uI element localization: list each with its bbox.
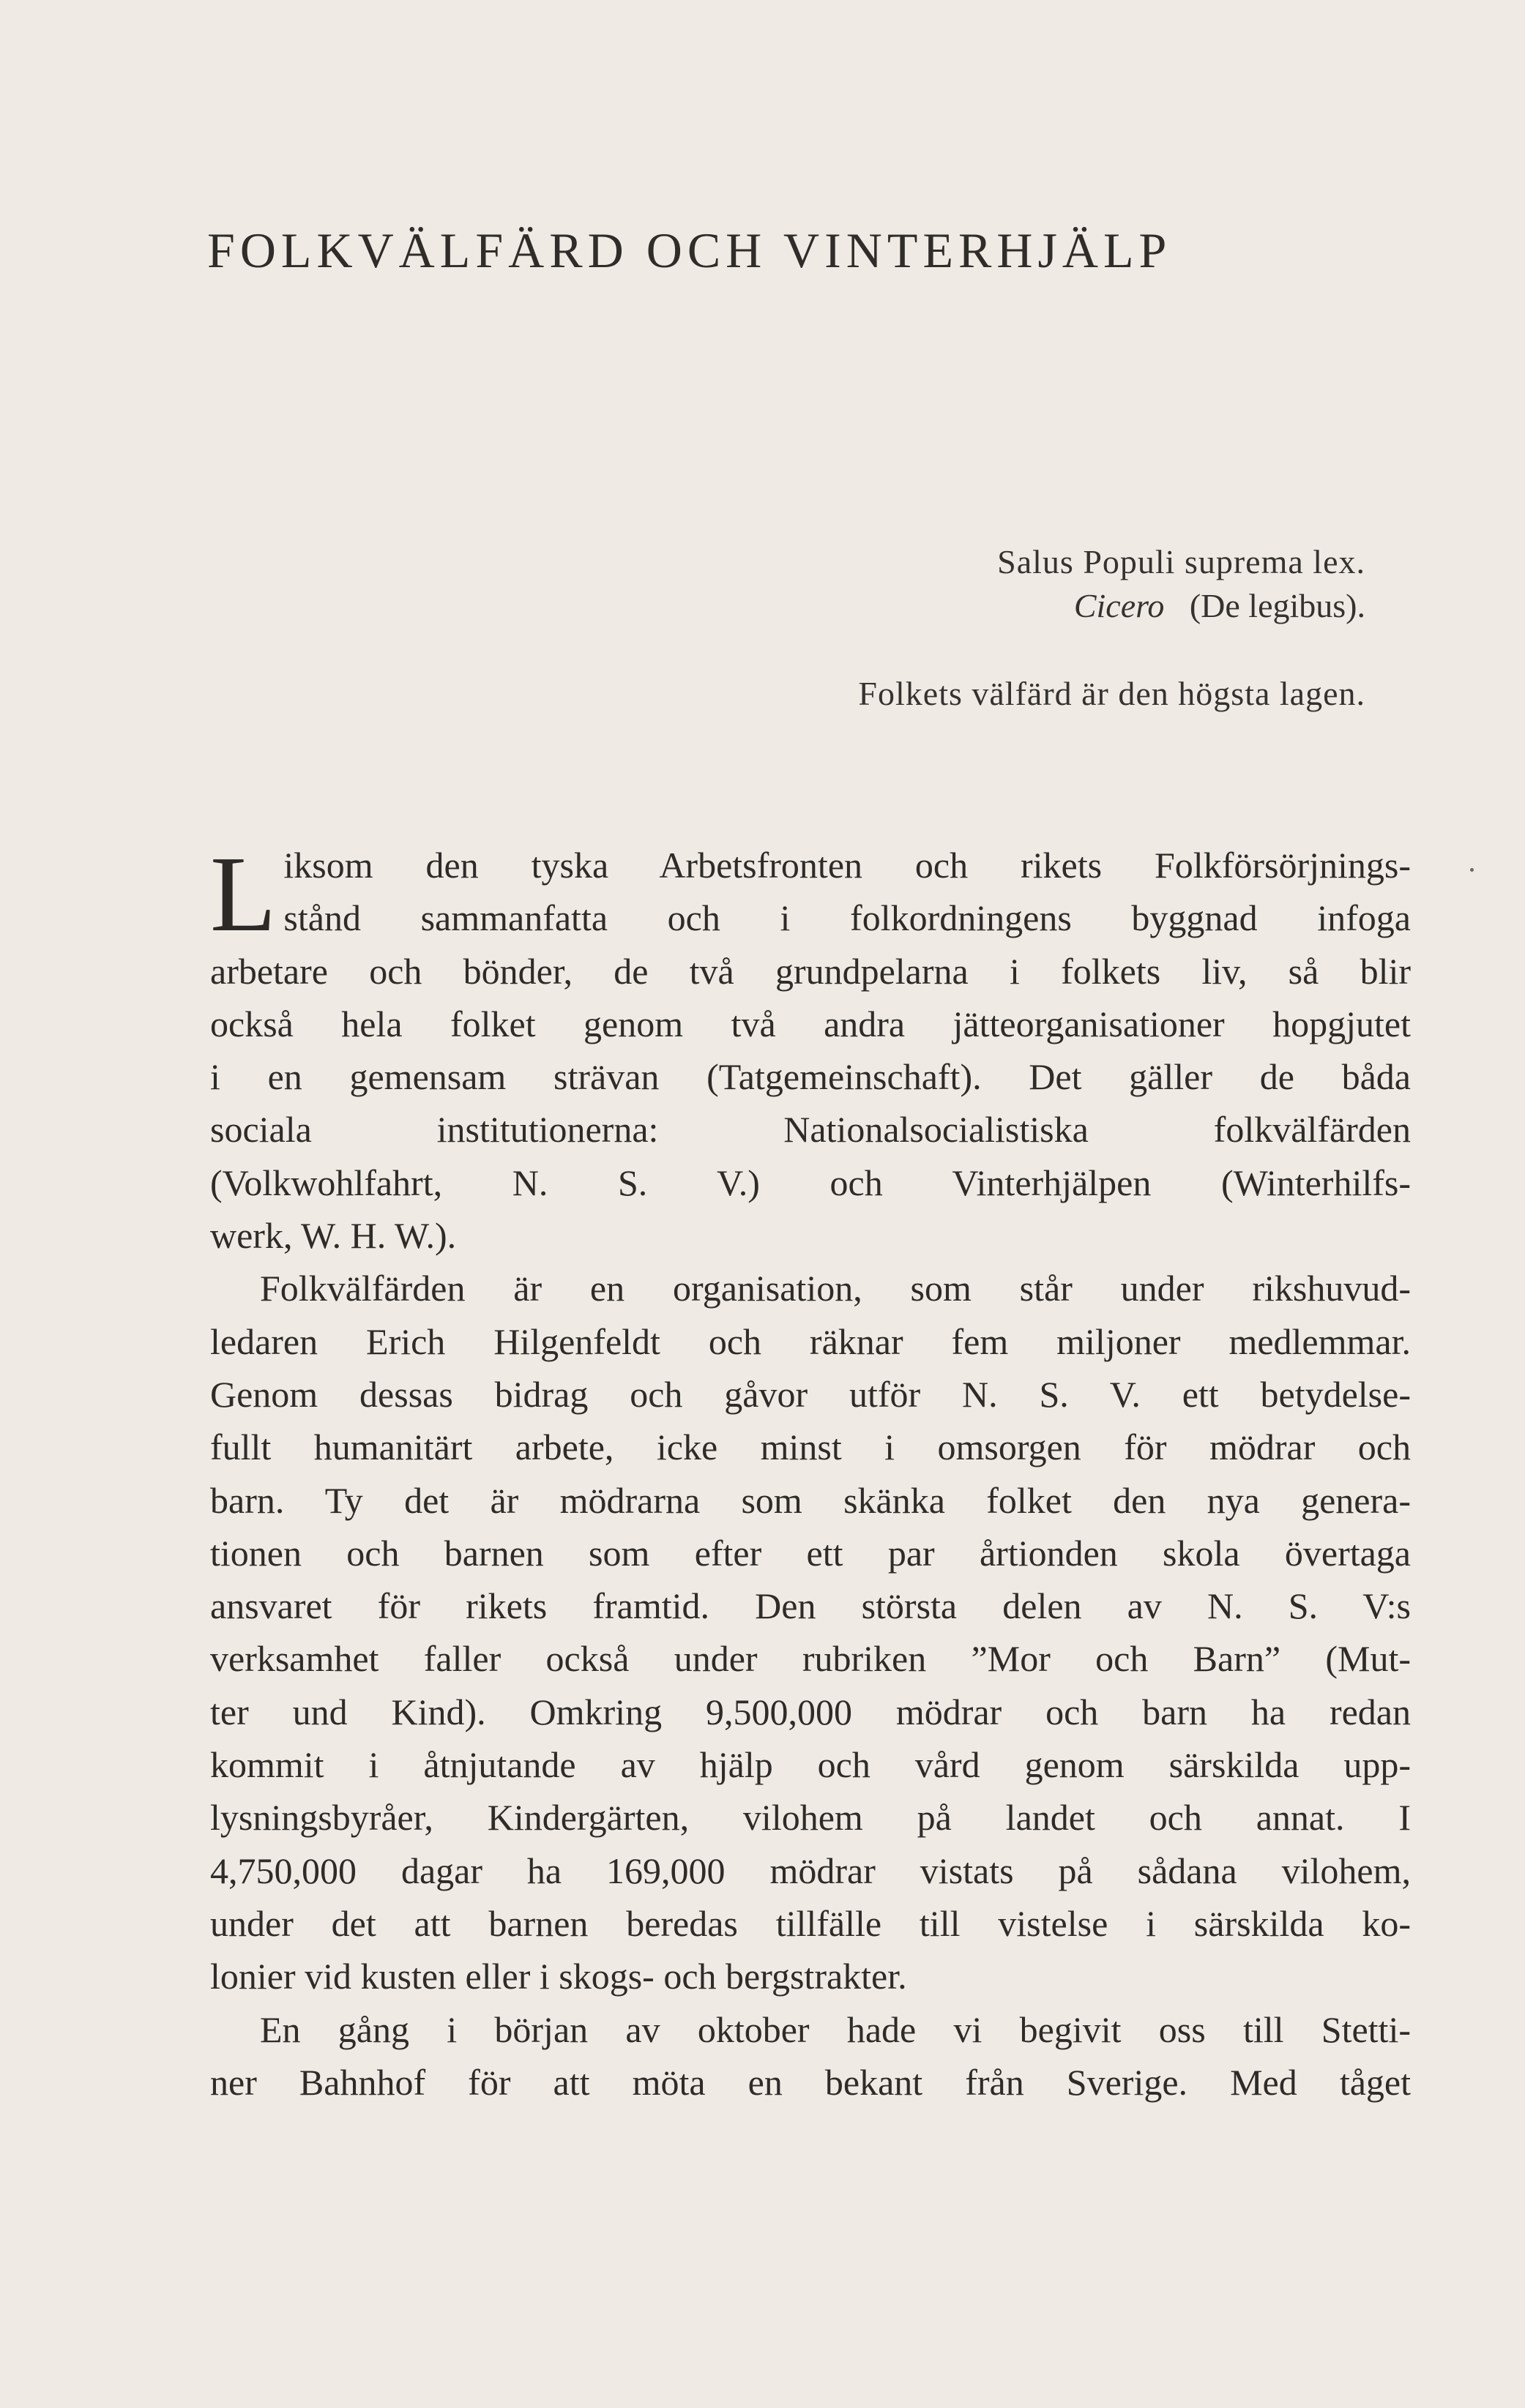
text-line: Genom dessas bidrag och gåvor utför N. S. V. ett betydelse- [210, 1373, 1411, 1415]
text-line: också hela folket genom två andra jätteorganisationer hopgjutet [210, 1003, 1411, 1044]
text-line: kommit i åtnjutande av hjälp och vård genom särskilda upp- [210, 1744, 1411, 1786]
epigraph-author: Cicero [1073, 587, 1165, 624]
text-line: lonier vid kusten eller i skogs- och bergstrakter. [210, 1956, 907, 1997]
text-line: ter und Kind). Omkring 9,500,000 mödrar och barn ha redan [210, 1691, 1411, 1732]
text-line: barn. Ty det är mödrarna som skänka folket den nya genera- [210, 1479, 1411, 1521]
epigraph-quote: Salus Populi suprema lex. [997, 543, 1365, 580]
text-line: stånd sammanfatta och i folkordningens byggnad infoga [283, 897, 1411, 939]
text-line: (Volkwohlfahrt, N. S. V.) och Vinterhjälpen (Winterhilfs- [210, 1162, 1411, 1203]
epigraph-source [858, 584, 1365, 628]
page-title: FOLKVÄLFÄRD OCH VINTERHJÄLP [207, 223, 1172, 278]
text-line: En gång i början av oktober hade vi begivit oss till Stetti- [260, 2008, 1411, 2050]
epigraph-translation: Folkets välfärd är den högsta lagen. [858, 675, 1365, 712]
text-line: verksamhet faller också under rubriken ”Mor och Barn” (Mut- [210, 1638, 1411, 1680]
text-line: Folkvälfärden är en organisation, som står under rikshuvud- [260, 1268, 1411, 1309]
paragraph-3 [210, 2003, 1411, 2109]
text-line: arbetare och bönder, de två grundpelarna i folkets liv, så blir [210, 950, 1411, 992]
text-line: 4,750,000 dagar ha 169,000 mödrar vistats på sådana vilohem, [210, 1850, 1411, 1891]
text-line: ner Bahnhof för att möta en bekant från Sverige. Med tåget [210, 2061, 1411, 2103]
text-line: i en gemensam strävan (Tatgemeinschaft). Det gäller de båda [210, 1056, 1411, 1098]
epigraph [858, 540, 1365, 716]
drop-cap: L [210, 834, 277, 954]
text-line: ansvaret för rikets framtid. Den största delen av N. S. V:s [210, 1585, 1411, 1627]
text-line: fullt humanitärt arbete, icke minst i omsorgen för mödrar och [210, 1427, 1411, 1468]
body-text [210, 834, 1411, 2109]
text-line: tionen och barnen som efter ett par årtionden skola övertaga [210, 1532, 1411, 1574]
text-line: ledaren Erich Hilgenfeldt och räknar fem miljoner medlemmar. [210, 1320, 1411, 1362]
text-line: werk, W. H. W.). [210, 1215, 457, 1257]
text-line: lysningsbyråer, Kindergärten, vilohem på landet och annat. I [210, 1797, 1411, 1839]
epigraph-work: (De legibus). [1189, 587, 1365, 624]
text-line: iksom den tyska Arbetsfronten och rikets Folkförsörjnings- [283, 845, 1411, 886]
page-speck [1470, 868, 1474, 872]
paragraph-1 [210, 834, 1411, 1262]
text-line: under det att barnen beredas tillfälle till vistelse i särskilda ko- [210, 1902, 1411, 1944]
paragraph-2 [210, 1262, 1411, 2003]
text-line: sociala institutionerna: Nationalsocialistiska folkvälfärden [210, 1109, 1411, 1151]
